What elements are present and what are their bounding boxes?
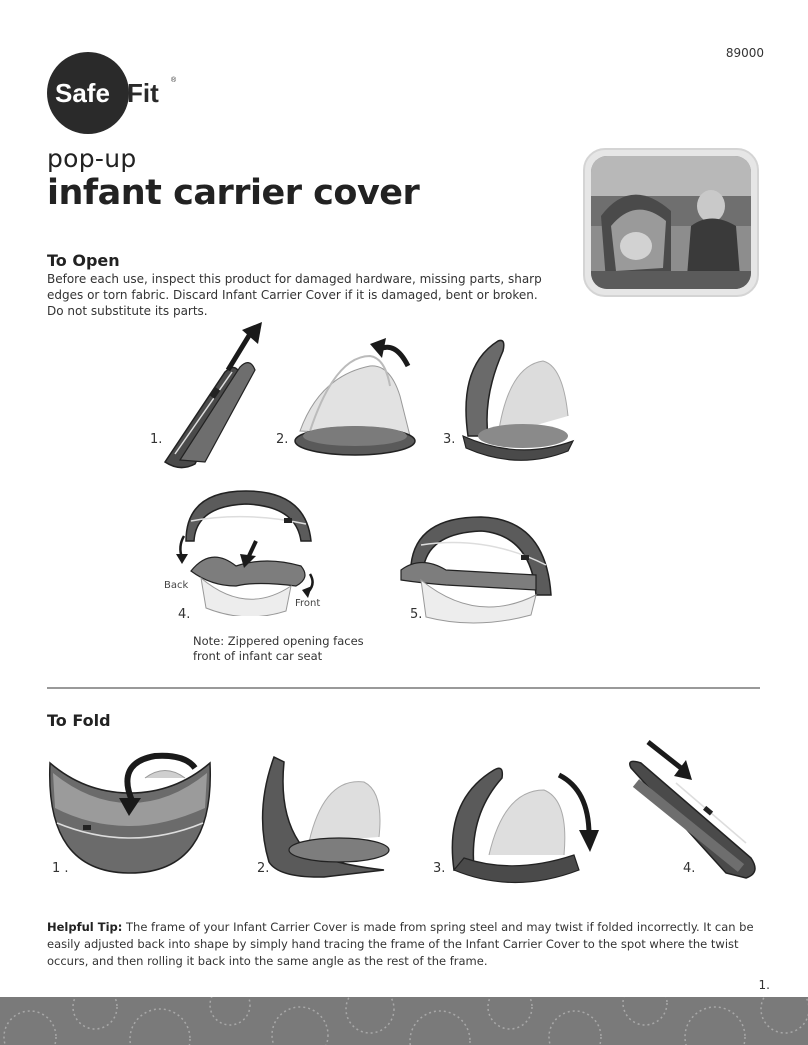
open-step-3-illustration <box>458 336 578 466</box>
to-open-paragraph: Before each use, inspect this product for damaged hardware, missing parts, sharp edges or torn fabric. Discard Infant Carrier Cover if it is damaged, bent or broken. Do not substitute its parts. <box>47 272 542 318</box>
fold-step-2-illustration <box>254 752 404 882</box>
helpful-tip <box>47 919 761 970</box>
logo-text-fit: Fit <box>127 78 159 108</box>
fold-step-4-number: 4. <box>683 861 696 876</box>
label-back: Back <box>164 580 189 591</box>
title-line-1: pop-up <box>47 144 137 173</box>
label-front: Front <box>295 598 321 609</box>
open-step-1-number: 1. <box>150 432 163 447</box>
zipper-note: Note: Zippered opening faces front of infant car seat <box>193 634 364 663</box>
helpful-tip-text: The frame of your Infant Carrier Cover is made from spring steel and may twist if folded incorrectly. It can be easily adjusted back into shape by simply hand tracing the frame of the Infant Carrier Cover to the spot where the twist occurs, and then rolling it back into the same angle as the rest of the frame. <box>47 920 754 968</box>
footer-band <box>0 997 808 1045</box>
to-fold-heading: To Fold <box>47 711 111 730</box>
open-step-4-number: 4. <box>178 607 191 622</box>
title-line-2: infant carrier cover <box>47 173 420 213</box>
fold-step-2-number: 2. <box>257 861 270 876</box>
to-open-heading: To Open <box>47 251 120 270</box>
fold-step-1-illustration <box>45 748 215 878</box>
fold-step-3-illustration <box>444 760 604 890</box>
fold-step-3-number: 3. <box>433 861 446 876</box>
open-step-5-number: 5. <box>410 607 423 622</box>
fold-step-1-number: 1 . <box>52 861 69 876</box>
svg-text:®: ® <box>171 77 177 84</box>
logo-text-safe: Safe <box>55 78 110 108</box>
open-step-4-illustration <box>176 486 316 616</box>
footer-pattern <box>0 997 808 1045</box>
product-photo <box>583 148 759 297</box>
page-number: 1. <box>758 978 770 992</box>
fold-step-4-illustration <box>626 738 766 888</box>
open-step-2-number: 2. <box>276 432 289 447</box>
safefit-logo <box>47 52 177 134</box>
model-number: 89000 <box>725 46 764 60</box>
open-step-2-illustration <box>290 336 430 466</box>
open-step-1-illustration <box>150 322 270 472</box>
open-step-3-number: 3. <box>443 432 456 447</box>
helpful-tip-label: Helpful Tip: <box>47 920 123 934</box>
section-divider <box>47 687 760 689</box>
